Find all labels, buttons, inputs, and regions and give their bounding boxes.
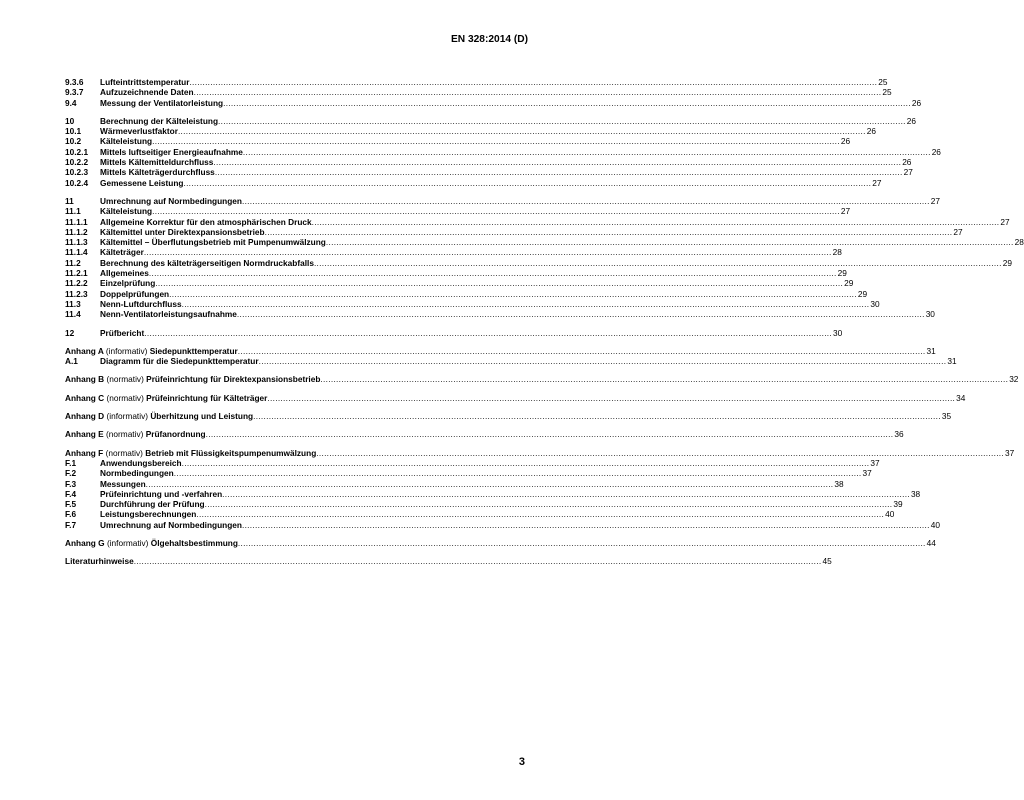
toc-entry-page: 40 (930, 519, 940, 530)
toc-entry-title: Lufteintrittstemperatur (100, 77, 190, 87)
toc-entry-number: 9.4 (65, 97, 77, 108)
toc-entry-page: 30 (925, 309, 935, 320)
toc-entry-page: 39 (893, 499, 903, 510)
dot-leader (316, 448, 1004, 458)
toc-entry-page: 36 (894, 429, 904, 440)
dot-leader (213, 157, 901, 167)
toc-entry-page: 29 (837, 268, 847, 279)
toc-entry[interactable] (65, 126, 876, 137)
toc-entry-page: 25 (878, 77, 888, 87)
annex-title: Ölgehaltsbestimmung (150, 537, 238, 548)
toc-entry-page: 30 (870, 298, 880, 309)
toc-entry-page: 29 (844, 278, 854, 289)
annex-title: Betrieb mit Flüssigkeitspumpenumwälzung (145, 447, 317, 458)
toc-entry-title: Gemessene Leistung (100, 177, 184, 188)
toc-entry-title (65, 374, 320, 384)
toc-entry-page: 37 (862, 468, 872, 479)
toc-entry-page: 31 (926, 345, 936, 356)
dot-leader (326, 237, 1014, 247)
annex-label: Anhang B (65, 374, 105, 385)
toc-entry-number: 11.2.1 (65, 268, 88, 279)
toc-entry-page: 27 (1000, 216, 1010, 227)
dot-leader (182, 458, 870, 468)
toc-entry-page: 31 (947, 356, 957, 367)
toc-entry[interactable] (65, 556, 832, 567)
toc-entry-page: 28 (832, 247, 842, 258)
dot-leader (149, 268, 837, 278)
toc-entry[interactable] (65, 468, 872, 479)
dot-leader (242, 196, 930, 206)
toc-entry[interactable] (65, 97, 922, 108)
toc-entry-title: Nenn-Ventilatorleistungsaufnahme (100, 309, 237, 320)
toc-entry[interactable] (65, 77, 888, 87)
toc-entry-page: 37 (870, 457, 880, 468)
toc-entry-page: 32 (1009, 374, 1019, 385)
toc-entry-page: 27 (930, 195, 940, 206)
toc-entry-number: 10.2.3 (65, 167, 89, 178)
toc-entry-page: 27 (953, 226, 963, 237)
toc-entry-page: 38 (910, 488, 921, 499)
toc-entry-page: 25 (882, 87, 892, 98)
toc-entry-number: 11.1.4 (65, 247, 88, 258)
toc-entry-title: Anwendungsbereich (100, 457, 182, 468)
toc-entry-title: Wärmeverlustfaktor (100, 126, 178, 137)
toc-entry-page: 37 (1005, 447, 1015, 458)
toc-entry-number: 11.1.2 (65, 226, 88, 237)
page-number: 3 (518, 756, 525, 768)
toc-entry[interactable] (65, 226, 963, 237)
toc-entry[interactable] (65, 537, 936, 548)
dot-leader (169, 289, 857, 299)
toc-entry-page: 29 (1002, 257, 1012, 268)
toc-entry-title: Prüfeinrichtung und -verfahren (100, 488, 223, 499)
toc-entry[interactable] (65, 309, 935, 320)
toc-entry-number: 11.2.3 (65, 288, 88, 299)
toc-entry-title (65, 346, 238, 356)
dot-leader (222, 489, 910, 499)
annex-label: Anhang E (65, 429, 104, 440)
toc-entry-number: 10.2 (65, 136, 82, 147)
toc-entry-title: Allgemeine Korrektur für den atmosphärischen Druck (100, 216, 312, 227)
dot-leader (144, 247, 832, 257)
toc-entry[interactable] (65, 374, 1019, 385)
dot-leader (267, 393, 955, 403)
dot-leader (134, 556, 822, 566)
dot-leader (144, 328, 832, 338)
toc-entry-title: Leistungsberechnungen (100, 509, 197, 520)
dot-leader (194, 87, 882, 97)
toc-entry[interactable] (65, 195, 940, 206)
dot-leader (196, 509, 884, 519)
toc-entry-title: Allgemeines (100, 268, 149, 279)
annex-title: Prüfeinrichtung für Direktexpansionsbetrieb (146, 374, 321, 385)
dot-leader (215, 167, 903, 177)
toc-entry-title: Kältemittel unter Direktexpansionsbetrieb (100, 226, 265, 237)
annex-normativity: (informativ) (106, 537, 149, 548)
toc-entry-number: F.2 (65, 468, 77, 479)
dot-leader (189, 77, 877, 87)
dot-leader (238, 346, 926, 356)
dot-leader (152, 206, 840, 216)
toc-entry[interactable] (65, 157, 912, 168)
toc-entry-page: 27 (903, 167, 913, 178)
annex-normativity: (normativ) (106, 374, 144, 385)
annex-normativity: (informativ) (105, 345, 148, 356)
annex-label: Anhang D (65, 411, 105, 422)
toc-entry-page: 30 (833, 327, 843, 338)
toc-entry-title: Mittels Kältemitteldurchfluss (100, 157, 214, 168)
toc-entry-title: Diagramm für die Siedepunkttemperatur (100, 356, 259, 367)
toc-entry-number: F.4 (65, 488, 77, 499)
annex-normativity: (normativ) (105, 447, 143, 458)
toc-entry-number: 11 (65, 195, 74, 206)
dot-leader (155, 278, 843, 288)
toc-entry-title (65, 393, 267, 403)
toc-entry-number: 11.2 (65, 257, 81, 268)
dot-leader (265, 227, 953, 237)
toc-entry-title: Kälteleistung (100, 136, 153, 147)
annex-normativity: (informativ) (106, 411, 148, 422)
toc-entry-title: Mittels Kälteträgerdurchfluss (100, 167, 215, 178)
annex-label: Anhang A (65, 345, 104, 356)
toc-entry-number: F.3 (65, 478, 77, 489)
toc-entry-title: Einzelprüfung (100, 278, 156, 289)
toc-entry-title: Kälteleistung (100, 206, 153, 217)
toc-entry-title: Messung der Ventilatorleistung (100, 97, 224, 108)
toc-entry-page: 26 (866, 126, 876, 137)
toc-entry[interactable] (65, 278, 854, 289)
toc-entry-title: Nenn-Luftdurchfluss (100, 298, 182, 309)
dot-leader (237, 309, 925, 319)
toc-entry[interactable] (65, 247, 842, 258)
toc-entry-page: 26 (902, 157, 912, 168)
toc-entry-title (65, 538, 238, 548)
toc-entry-number: F.5 (65, 499, 77, 510)
toc-entry-number: 10.1 (65, 126, 82, 137)
toc-entry[interactable] (65, 298, 880, 309)
dot-leader (259, 356, 947, 366)
toc-entry-title: Normbedingungen (100, 468, 174, 479)
toc-entry[interactable] (65, 288, 868, 299)
toc-entry-page: 26 (906, 115, 917, 126)
toc-entry[interactable] (65, 177, 882, 188)
annex-title: Überhitzung und Leistung (150, 411, 254, 422)
toc-entry[interactable] (65, 146, 941, 157)
dot-leader (253, 411, 941, 421)
dot-leader (152, 136, 840, 146)
annex-normativity: (normativ) (106, 429, 144, 440)
dot-leader (238, 538, 926, 548)
toc-entry[interactable] (65, 115, 917, 126)
toc-entry-title: Kältemittel – Überflutungsbetrieb mit Pumpenumwälzung (100, 237, 326, 248)
annex-label: Anhang G (65, 537, 105, 548)
toc-entry[interactable] (65, 216, 1010, 227)
toc-entry[interactable] (65, 356, 957, 367)
dot-leader (178, 126, 866, 136)
toc-entry[interactable] (65, 206, 851, 217)
toc-entry-page: 34 (956, 392, 966, 403)
toc-entry-number: 10 (65, 115, 75, 126)
dot-leader (174, 468, 862, 478)
toc-entry-page: 28 (1014, 237, 1024, 248)
toc-entry[interactable] (65, 345, 936, 356)
toc-entry-title: Doppelprüfungen (100, 288, 170, 299)
annex-label: Anhang C (65, 392, 105, 403)
toc-entry[interactable] (65, 457, 880, 468)
toc-entry-number: 10.2.4 (65, 177, 89, 188)
toc-entry-page: 29 (857, 288, 868, 299)
toc-entry-title: Umrechnung auf Normbedingungen (100, 195, 242, 206)
toc-entry-number: F.6 (65, 509, 77, 520)
toc-entry[interactable] (65, 167, 913, 178)
toc-entry[interactable] (65, 136, 851, 147)
dot-leader (218, 116, 906, 126)
toc-entry-number: 10.2.2 (65, 157, 89, 168)
toc-entry-page: 45 (822, 556, 832, 567)
toc-entry-title: Aufzuzeichnende Daten (100, 87, 194, 98)
toc-entry[interactable] (65, 478, 844, 489)
toc-entry-title: Prüfbericht (100, 327, 145, 338)
toc-entry-number: 11.1 (65, 206, 81, 217)
toc-entry-number: A.1 (65, 356, 78, 367)
document-id: EN 328:2014 (D) (450, 34, 528, 45)
toc-entry-page: 40 (885, 509, 895, 520)
toc-entry-title: Messungen (100, 478, 146, 489)
toc-entry-number: 11.3 (65, 298, 81, 309)
table-of-contents (65, 77, 1024, 567)
dot-leader (206, 429, 894, 439)
toc-entry-title (65, 448, 316, 458)
toc-entry-title: Umrechnung auf Normbedingungen (100, 519, 242, 530)
dot-leader (242, 520, 930, 530)
dot-leader (146, 479, 834, 489)
dot-leader (183, 178, 871, 188)
toc-entry-number: 11.2.2 (65, 278, 88, 289)
dot-leader (205, 499, 893, 509)
dot-leader (314, 258, 1002, 268)
toc-entry[interactable] (65, 509, 895, 520)
toc-entry[interactable] (65, 257, 1012, 268)
toc-entry[interactable] (65, 87, 892, 98)
dot-leader (223, 98, 911, 108)
toc-entry-title: Berechnung des kälteträgerseitigen Normdruckabfalls (100, 257, 314, 268)
toc-entry[interactable] (65, 268, 847, 279)
toc-entry-title: Berechnung der Kälteleistung (100, 115, 219, 126)
toc-entry-page: 27 (872, 177, 882, 188)
toc-entry[interactable] (65, 392, 966, 403)
toc-entry[interactable] (65, 519, 940, 530)
toc-entry[interactable] (65, 499, 903, 510)
toc-entry-number: F.1 (65, 457, 77, 468)
toc-entry-page: 38 (834, 478, 844, 489)
annex-title: Siedepunkttemperatur (149, 345, 238, 356)
toc-entry-number: 10.2.1 (65, 146, 89, 157)
toc-entry-number: 11.4 (65, 309, 81, 320)
toc-entry[interactable] (65, 411, 952, 422)
toc-entry[interactable] (65, 327, 843, 338)
dot-leader (320, 374, 1008, 384)
toc-entry-title: Kälteträger (100, 247, 144, 258)
dot-leader (243, 147, 931, 157)
toc-entry-number: 11.1.3 (65, 237, 88, 248)
toc-entry-number: 12 (65, 327, 75, 338)
toc-entry-title: Literaturhinweise (65, 556, 134, 567)
toc-entry-title: Durchführung der Prüfung (100, 499, 205, 510)
toc-entry-page: 35 (941, 411, 952, 422)
annex-normativity: (normativ) (106, 392, 144, 403)
dot-leader (182, 299, 870, 309)
toc-entry[interactable] (65, 447, 1015, 458)
toc-entry-number: 11.1.1 (65, 216, 88, 227)
toc-entry-page: 27 (840, 206, 851, 217)
toc-entry-page: 26 (840, 136, 851, 147)
toc-entry[interactable] (65, 488, 921, 499)
annex-label: Anhang F (65, 447, 104, 458)
toc-entry-page: 44 (926, 537, 936, 548)
toc-entry-title (65, 429, 206, 439)
toc-entry-number: 9.3.7 (65, 87, 84, 98)
toc-entry-number: 9.3.6 (65, 77, 84, 87)
toc-entry-title: Mittels luftseitiger Energieaufnahme (100, 146, 243, 157)
annex-title: Prüfanordnung (145, 429, 206, 440)
toc-entry-number: F.7 (65, 519, 77, 530)
toc-entry[interactable] (65, 429, 904, 440)
annex-title: Prüfeinrichtung für Kälteträger (146, 392, 268, 403)
toc-entry-page: 26 (931, 146, 941, 157)
dot-leader (312, 217, 1000, 227)
toc-entry[interactable] (65, 237, 1024, 248)
toc-entry-page: 26 (911, 97, 922, 108)
toc-entry-title (65, 411, 253, 421)
